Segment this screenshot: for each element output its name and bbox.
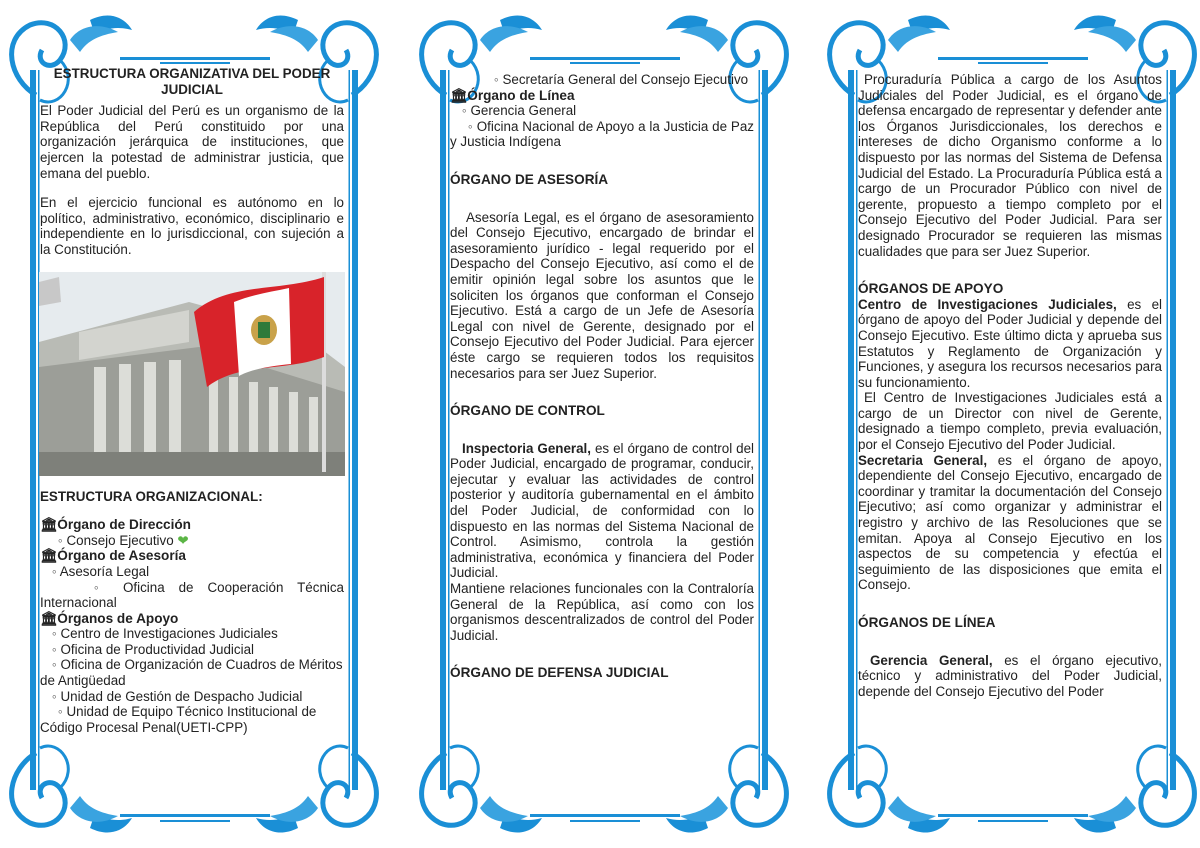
panel-1: [0, 0, 400, 848]
control-paragraph: Inspectoria General, es el órgano de control del Poder Judicial, encargado de programar, conducir, ejecutar y evaluar las actividades de control posterior y auditoría gubernamental en el ámbito del Poder Judicial, de conformidad con lo dispuesto en las normas del Sistema Nacional de Control. Asimismo, controla la gestión administrativa, económica y financiera del Poder Judicial.: [450, 440, 754, 581]
autonomy-paragraph: En el ejercicio funcional es autónomo en lo político, administrativo, económico, disciplinario e independiente en lo jurisdiccional, con sujeción a la Constitución.: [40, 195, 344, 257]
ornamental-frame: [410, 0, 810, 848]
emoji-icon: ❤: [177, 532, 189, 548]
building-icon: 🏛: [40, 517, 58, 533]
centro-paragraph: Centro de Investigaciones Judiciales, es el órgano de apoyo del Poder Judicial y depende del Consejo Ejecutivo. Este último dicta y aprueba sus Estatutos y Reglamento de Organización y Funciones, y asegura los recursos necesarios para su funcionamiento.: [858, 296, 1162, 390]
list-item: ◦ Centro de Investigaciones Judiciales: [52, 626, 278, 642]
building-icon: 🏛: [40, 610, 58, 626]
building-icon: 🏛: [40, 548, 58, 564]
ornamental-frame: [818, 0, 1200, 848]
heading-apoyo: ÓRGANOS DE APOYO: [858, 281, 1004, 297]
list-item: ◦ Oficina Nacional de Apoyo a la Justicia de Paz y Justicia Indígena: [450, 118, 755, 150]
building-icon: 🏛: [450, 87, 468, 103]
panel-3: [818, 0, 1200, 848]
heading-linea: ÓRGANOS DE LÍNEA: [858, 615, 996, 630]
heading-control: ÓRGANO DE CONTROL: [450, 403, 605, 419]
list-item: ◦ Oficina de Cooperación Técnica Internacional: [40, 579, 345, 611]
org-structure-heading: ESTRUCTURA ORGANIZACIONAL:: [40, 488, 263, 504]
list-item: ◦ Oficina de Organización de Cuadros de Méritos de Antigüedad: [40, 657, 343, 689]
heading-defensa: ÓRGANO DE DEFENSA JUDICIAL: [450, 665, 669, 681]
heading-asesoria: ÓRGANO DE ASESORÍA: [450, 171, 609, 187]
page-title: ESTRUCTURA ORGANIZATIVA DEL PODER JUDICIAL: [53, 66, 331, 97]
heading-asesoria: 🏛Órgano de Asesoría: [40, 548, 186, 564]
palace-of-justice-photo: [39, 272, 345, 476]
control-paragraph-2: Mantiene relaciones funcionales con la Contraloría General de la República, así como con los organismos descentralizados de control del Poder Judicial.: [450, 581, 754, 643]
secretaria-paragraph: Secretaria General, es el órgano de apoyo, dependiente del Consejo Ejecutivo, encargado de coordinar y tramitar la documentación del Consejo Ejecutivo; así como organizar y administrar el registro y archivo de las Resoluciones que se emitan. Apoya al Consejo Ejecutivo en los aspectos de su competencia y efectúa el seguimiento de las disposiciones que emita el Consejo.: [858, 452, 1162, 593]
heading-apoyo: 🏛Órganos de Apoyo: [40, 610, 179, 626]
heading-linea: 🏛Órgano de Línea: [450, 87, 575, 103]
list-item: ◦ Unidad de Gestión de Despacho Judicial: [52, 688, 303, 704]
heading-direccion: 🏛Órgano de Dirección: [40, 517, 191, 533]
procuraduria-paragraph: Procuraduría Pública a cargo de los Asuntos Judiciales del Poder Judicial, es el órgano de defensa encargado de representar y defender ante los Órganos Jurisdiccionales, los derechos e intereses de dicho Organismo conforme a lo dispuesto por las normas del Sistema de Defensa Judicial del Estado. La Procuraduría Pública está a cargo de un Procurador Público con nivel de gerente, propuesto a tiempo completo por el Consejo Ejecutivo del Poder Judicial. Para ser designado Procurador se requieren las mismas cualidades que para ser Juez Superior.: [858, 72, 1162, 259]
list-item: ◦ Unidad de Equipo Técnico Institucional de Código Procesal Penal(UETI-CPP): [40, 704, 317, 735]
intro-paragraph: El Poder Judicial del Perú es un organismo de la República del Perú constituido por una organización jerárquica de instituciones, que ejercen la potestad de administrar justicia, que emana del pueblo.: [40, 103, 344, 181]
asesoria-paragraph: Asesoría Legal, es el órgano de asesoramiento del Consejo Ejecutivo, encargado de brindar el asesoramiento jurídico - legal requerido por el Despacho del Consejo Ejecutivo, así como el de emitir opinión legal sobre los asuntos que le soliciten los órganos que conforman el Consejo Ejecutivo. Está a cargo de un Jefe de Asesoría Legal con nivel de Gerente, designado por el Consejo Ejecutivo del Poder Judicial. Para ejercer éste cargo se requieren todos los requisitos necesarios para ser Juez Superior.: [450, 209, 754, 381]
list-item: ◦ Asesoría Legal: [52, 563, 150, 579]
list-item: ◦ Gerencia General: [462, 103, 577, 119]
list-item: ◦ Oficina de Productividad Judicial: [52, 641, 254, 657]
panel-2: [410, 0, 810, 848]
gerencia-paragraph: Gerencia General, es el órgano ejecutivo, técnico y administrativo del Poder Judicial, depende del Consejo Ejecutivo del Poder: [858, 652, 1162, 699]
list-item: ◦ Consejo Ejecutivo ❤: [58, 532, 189, 548]
centro-paragraph-2: El Centro de Investigaciones Judiciales está a cargo de un Director con nivel de Gerente, designado a tiempo completo, previa evaluación, por el Consejo Ejecutivo del Poder Judicial.: [858, 390, 1162, 453]
list-item: ◦ Secretaría General del Consejo Ejecutivo: [494, 72, 749, 87]
